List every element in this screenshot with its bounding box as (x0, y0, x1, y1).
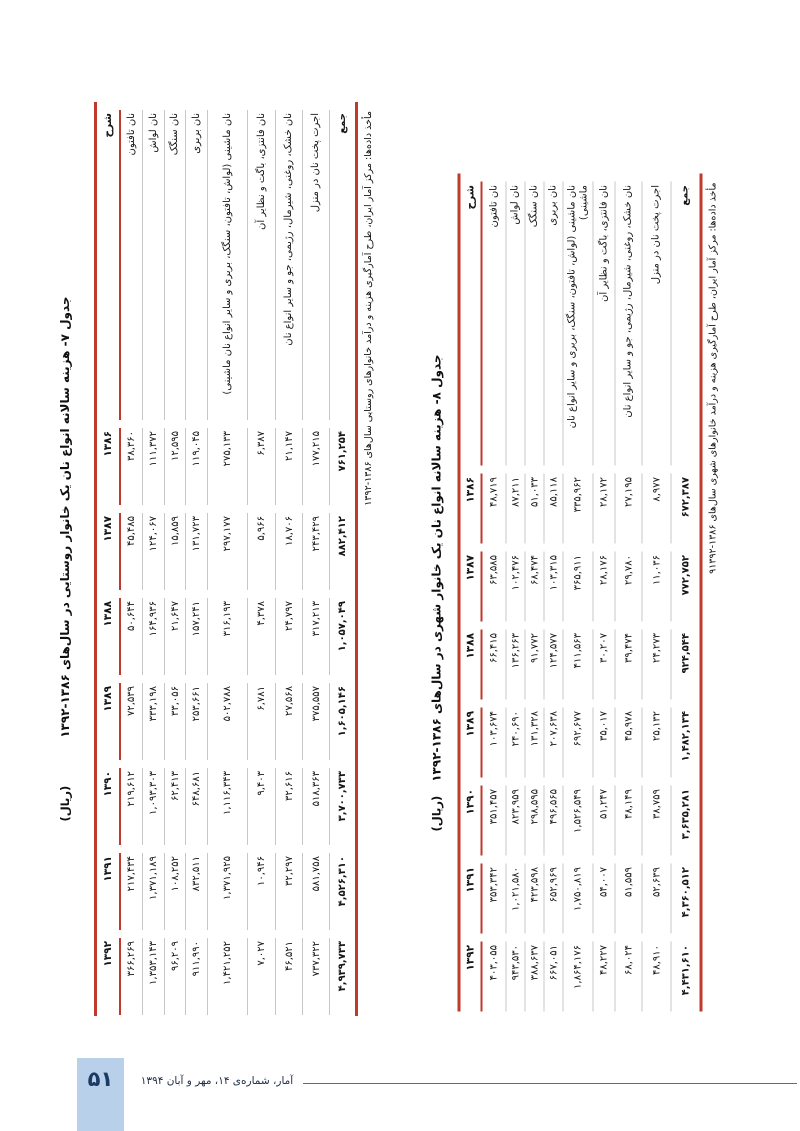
value-cell: ۴,۹۳۹,۷۳۳ (337, 941, 348, 992)
value-cell: ۱۰۸,۲۵۲ (165, 853, 186, 930)
header-row (97, 110, 121, 1015)
value-cell: ۳۶۵,۹۱۱ (564, 552, 594, 622)
value-cell: ۳۵۱,۴۵۷ (483, 786, 507, 856)
value-cell: ۱۲۴,۰۶۷ (143, 513, 165, 590)
value-cell: ۶۸,۰۲۴ (616, 942, 643, 1012)
value-cell: ۵۱,۰۳۳ (526, 474, 545, 544)
year-column-header: ۱۳۸۶ (97, 428, 121, 505)
value-cell: ۵,۹۶۶ (248, 513, 276, 590)
value-cell: ۶۹۲,۶۷۷ (564, 708, 594, 778)
value-cell: ۱۶۴,۹۳۶ (143, 598, 165, 675)
value-cell: ۲۵۳,۶۶۱ (186, 683, 208, 760)
value-cell: ۳۱۶,۱۹۳ (208, 598, 248, 675)
value-cell: ۹۱,۷۷۲ (526, 630, 545, 700)
value-cell: ۴۵,۴۸۵ (121, 513, 143, 590)
value-cell: ۹۴۳,۵۳۰ (507, 942, 526, 1012)
row-label: نان سنگک (526, 182, 545, 466)
table-row (186, 110, 208, 1015)
value-cell: ۲۹,۷۸۰ (616, 552, 643, 622)
year-column-header: ۱۳۹۲ (97, 938, 121, 1015)
value-cell: ۵۱,۵۵۹ (616, 864, 643, 934)
value-cell: ۷۲,۵۳۹ (121, 683, 143, 760)
value-cell: ۶۷۲,۳۸۷ (680, 477, 691, 518)
value-cell: ۳,۶۳۵,۲۸۱ (680, 789, 691, 840)
row-label: نان فانتزی، باگت و نظایر آن (594, 182, 616, 466)
value-cell: ۱,۵۲۶,۵۴۹ (564, 786, 594, 856)
value-cell: ۶,۳۸۷ (248, 428, 276, 505)
value-cell: ۳۷۵,۵۵۷ (303, 683, 330, 760)
table8-source-note: مأخذ داده‌ها: مرکز آمار ایران، طرح آمارگیری هزینه و درآمد خانوارهای شهری سال‌های ۱۳۸۶-۹۱۳۹۲ (707, 182, 719, 574)
row-label: نان بربری (186, 110, 208, 420)
value-cell: ۹۶,۲۰۹ (165, 938, 186, 1015)
value-cell: ۱,۰۵۷,۰۴۹ (337, 601, 348, 652)
value-cell: ۴۶,۵۲۱ (276, 938, 303, 1015)
value-cell: ۷۳۷,۳۲۲ (303, 938, 330, 1015)
table-row (526, 182, 545, 1012)
value-cell: ۱۱۹,۰۴۵ (186, 428, 208, 505)
year-column-header: ۱۳۸۸ (461, 630, 483, 700)
value-cell: ۴۸,۷۱۹ (483, 474, 507, 544)
table-row (276, 110, 303, 1015)
value-cell: ۸۳۲,۵۱۱ (186, 853, 208, 930)
value-cell: ۸,۹۷۷ (643, 474, 672, 544)
value-cell: ۲۴,۷۹۷ (276, 598, 303, 675)
value-cell: ۱۲,۵۹۵ (165, 428, 186, 505)
row-label: جمع (336, 113, 348, 134)
table-row (672, 182, 700, 1012)
value-cell: ۱,۱۱۶,۳۴۳ (208, 768, 248, 845)
table7-frame (94, 102, 358, 1016)
year-column-header: ۱۳۸۷ (461, 552, 483, 622)
value-cell: ۴,۳۶۰,۵۱۲ (680, 867, 691, 918)
value-cell: ۳۲,۲۹۷ (276, 853, 303, 930)
year-column-header: ۱۳۸۸ (97, 598, 121, 675)
value-cell: ۴,۳۷۸ (248, 598, 276, 675)
row-label: نان خشک، روغنی، شیرمال، رژیمی، جو و سایر انواع نان (616, 182, 643, 466)
value-cell: ۹۲۴,۵۴۴ (680, 633, 691, 674)
value-cell: ۱۷۷,۲۱۵ (303, 428, 330, 505)
value-cell: ۳۳۵,۹۶۲ (564, 474, 594, 544)
value-cell: ۱۳۱,۷۲۳ (186, 513, 208, 590)
value-cell: ۵۰,۶۴۴ (121, 598, 143, 675)
table8-frame (458, 174, 703, 1012)
value-cell: ۸۵,۱۱۸ (545, 474, 564, 544)
value-cell: ۱۳۱,۳۲۸ (526, 708, 545, 778)
value-cell: ۲۱,۶۴۷ (165, 598, 186, 675)
value-cell: ۶,۷۸۱ (248, 683, 276, 760)
table7-source-note: مأخذ داده‌ها: مرکز آمار ایران، طرح آمارگیری هزینه و درآمد خانوارهای روستایی سال‌های ۱۳۸۶-۱۳۹۲ (363, 111, 374, 506)
value-cell: ۱,۸۶۴,۱۷۶ (564, 942, 594, 1012)
footer-divider-line (303, 1083, 797, 1084)
value-cell: ۱۲۴,۵۷۷ (545, 630, 564, 700)
value-cell: ۵۱۸,۳۶۳ (303, 768, 330, 845)
value-cell: ۴۰۳,۰۵۵ (483, 942, 507, 1012)
header-row (461, 182, 483, 1012)
table-row (208, 110, 248, 1015)
value-cell: ۱۰,۹۴۶ (248, 853, 276, 930)
value-cell: ۳۵,۰۱۷ (594, 708, 616, 778)
value-cell: ۱۵,۸۵۹ (165, 513, 186, 590)
value-cell: ۲۹۸,۵۹۵ (526, 786, 545, 856)
value-cell: ۶۴۸,۶۸۱ (186, 768, 208, 845)
value-cell: ۶۶۷,۰۵۱ (545, 942, 564, 1012)
table-row (303, 110, 330, 1015)
row-label: نان بربری (545, 182, 564, 466)
value-cell: ۱,۳۷۱,۱۸۹ (143, 853, 165, 930)
value-cell: ۲۱۷,۴۳۴ (121, 853, 143, 930)
value-cell: ۹,۴۰۳ (248, 768, 276, 845)
value-cell: ۶۵۲,۹۶۹ (545, 864, 564, 934)
value-cell: ۴۲۳,۵۹۸ (526, 864, 545, 934)
table-row (545, 182, 564, 1012)
value-cell: ۴,۴۳۱,۶۱۰ (680, 945, 691, 996)
value-cell: ۱,۶۰۵,۱۴۶ (337, 686, 348, 737)
value-cell: ۲۴۰,۶۹۰ (507, 708, 526, 778)
desc-column-header: شرح (97, 110, 121, 420)
value-cell: ۷۷۲,۷۵۲ (680, 555, 691, 596)
table7 (97, 102, 355, 1023)
value-cell: ۵۱,۲۴۷ (594, 786, 616, 856)
table-row (330, 110, 355, 1015)
table-row (643, 182, 672, 1012)
year-column-header: ۱۳۸۹ (97, 683, 121, 760)
value-cell: ۱۰۳,۶۷۴ (483, 708, 507, 778)
table8-title-line (428, 171, 458, 1016)
value-cell: ۳۸,۷۵۹ (643, 786, 672, 856)
page-number-box (77, 1058, 124, 1131)
table-row (564, 182, 594, 1012)
value-cell: ۱۳۶,۲۶۳ (507, 630, 526, 700)
value-cell: ۱,۴۲۱,۲۵۲ (208, 938, 248, 1015)
row-label: اجرت پخت نان در منزل (643, 182, 672, 466)
value-cell: ۲۹۷,۱۷۷ (208, 513, 248, 590)
year-column-header: ۱۳۹۰ (461, 786, 483, 856)
value-cell: ۵۲,۶۳۹ (643, 864, 672, 934)
value-cell: ۵۸۱,۷۵۸ (303, 853, 330, 930)
value-cell: ۱,۷۵۰,۸۱۹ (564, 864, 594, 934)
value-cell: ۱,۳۵۳,۱۴۳ (143, 938, 165, 1015)
value-cell: ۳۳,۰۵۶ (165, 683, 186, 760)
value-cell: ۵۰۲,۷۸۸ (208, 683, 248, 760)
value-cell: ۲۴,۲۷۳ (643, 630, 672, 700)
value-cell: ۲۵,۱۳۲ (643, 708, 672, 778)
value-cell: ۹۱۱,۹۹۰ (186, 938, 208, 1015)
value-cell: ۳۱۷,۲۱۳ (303, 598, 330, 675)
table8-unit-label: (ریال) (429, 795, 444, 832)
value-cell: ۴۸,۲۲۷ (594, 942, 616, 1012)
value-cell: ۶۶,۴۱۵ (483, 630, 507, 700)
value-cell: ۳۰,۲۰۷ (594, 630, 616, 700)
row-label: نان ماشینی (لواش، تافتون، سنگک، بربری و سایر انواع نان ماشینی) (208, 110, 248, 420)
row-label: جمع (679, 185, 691, 206)
value-cell: ۶۳,۵۸۵ (483, 552, 507, 622)
value-cell: ۲۱۹,۶۱۲ (121, 768, 143, 845)
value-cell: ۱۱,۰۳۶ (643, 552, 672, 622)
year-column-header: ۱۳۹۱ (461, 864, 483, 934)
row-label: نان ماشینی (لواش، تافتون، سنگک، بربری و سایر انواع نان ماشینی) (564, 182, 594, 466)
value-cell: ۴۵,۹۷۸ (616, 708, 643, 778)
table7-unit-label: (ریال) (58, 785, 72, 822)
row-label: اجرت پخت نان در منزل (303, 110, 330, 420)
value-cell: ۳۵۳,۳۴۲ (483, 864, 507, 934)
value-cell: ۱۰۳,۳۱۵ (545, 552, 564, 622)
row-label: نان فانتزی، باگت و نظایر آن (248, 110, 276, 420)
value-cell: ۴۹۶,۵۶۵ (545, 786, 564, 856)
value-cell: ۲۸,۱۷۲ (594, 474, 616, 544)
table-row (121, 110, 143, 1015)
value-cell: ۲۷,۱۹۵ (616, 474, 643, 544)
table-row (248, 110, 276, 1015)
year-column-header: ۱۳۹۱ (97, 853, 121, 930)
value-cell: ۲۱,۱۴۷ (276, 428, 303, 505)
value-cell: ۷,۰۲۷ (248, 938, 276, 1015)
table-row (143, 110, 165, 1015)
row-label: نان لواش (143, 110, 165, 420)
value-cell: ۱۵۷,۲۴۱ (186, 598, 208, 675)
table-row (483, 182, 507, 1012)
year-column-header: ۱۳۸۷ (97, 513, 121, 590)
value-cell: ۳۸۸,۶۳۷ (526, 942, 545, 1012)
table7-title: جدول ۷- هزینه سالانه انواع نان یک خانوار روستایی در سال‌های ۱۳۸۶-۱۳۹۲ (58, 296, 72, 738)
row-label: نان تافتون (483, 182, 507, 466)
year-column-header: ۱۳۸۹ (461, 708, 483, 778)
value-cell: ۶۲,۴۱۳ (165, 768, 186, 845)
year-column-header: ۱۳۹۰ (97, 768, 121, 845)
table-row (507, 182, 526, 1012)
value-cell: ۱,۳۷۱,۹۲۵ (208, 853, 248, 930)
value-cell: ۴۸,۱۴۹ (616, 786, 643, 856)
table-row (616, 182, 643, 1012)
value-cell: ۲۷,۵۶۸ (276, 683, 303, 760)
value-cell: ۸۲۳,۹۵۹ (507, 786, 526, 856)
value-cell: ۶۸,۴۷۴ (526, 552, 545, 622)
value-cell: ۳,۷۰۰,۷۳۳ (337, 771, 348, 822)
value-cell: ۷۶۱,۲۵۴ (337, 431, 348, 472)
journal-issue-line: آمار، شماره‌ی ۱۴، مهر و آبان ۱۳۹۴ (140, 1075, 294, 1087)
row-label: نان تافتون (121, 110, 143, 420)
value-cell: ۲۰۷,۶۳۸ (545, 708, 564, 778)
page-number: ۵۱ (87, 1067, 114, 1091)
row-label: نان خشک، روغنی، شیرمال، رژیمی، جو و سایر انواع نان (276, 110, 303, 420)
table-row (594, 182, 616, 1012)
value-cell: ۲۷۵,۱۳۳ (208, 428, 248, 505)
value-cell: ۵۴,۰۰۷ (594, 864, 616, 934)
year-column-header: ۱۳۸۶ (461, 474, 483, 544)
value-cell: ۳۹,۴۷۴ (616, 630, 643, 700)
desc-column-header: شرح (461, 182, 483, 466)
value-cell: ۲۸,۱۷۶ (594, 552, 616, 622)
value-cell: ۱۰۲,۴۷۶ (507, 552, 526, 622)
table8-title: جدول ۸- هزینه سالانه انواع نان یک خانوار شهری در سال‌های ۱۳۸۶-۱۳۹۲ (429, 354, 444, 782)
table7-rotated-group (50, 99, 372, 1019)
value-cell: ۴۱۱,۵۶۳ (564, 630, 594, 700)
table8 (461, 174, 700, 1020)
table-row (165, 110, 186, 1015)
table7-title-line (50, 99, 94, 1019)
value-cell: ۴,۵۲۶,۳۱۰ (337, 856, 348, 907)
value-cell: ۱۱۱,۳۷۲ (143, 428, 165, 505)
row-label: نان سنگک (165, 110, 186, 420)
value-cell: ۴۸,۹۱۰ (643, 942, 672, 1012)
row-label: نان لواش (507, 182, 526, 466)
table8-rotated-group (428, 171, 732, 1016)
value-cell: ۱,۰۹۳,۳۰۳ (143, 768, 165, 845)
year-column-header: ۱۳۹۲ (461, 942, 483, 1012)
value-cell: ۱,۰۲۱,۵۸۰ (507, 864, 526, 934)
value-cell: ۱۸,۷۰۶ (276, 513, 303, 590)
value-cell: ۸۷,۲۱۱ (507, 474, 526, 544)
value-cell: ۸۸۲,۴۱۲ (337, 516, 348, 557)
value-cell: ۳۲,۶۱۶ (276, 768, 303, 845)
value-cell: ۳۸,۳۶۰ (121, 428, 143, 505)
value-cell: ۱,۴۸۲,۱۳۴ (680, 711, 691, 762)
value-cell: ۳۳۳,۱۹۸ (143, 683, 165, 760)
value-cell: ۳۶۶,۲۶۹ (121, 938, 143, 1015)
value-cell: ۲۴۳,۴۲۹ (303, 513, 330, 590)
